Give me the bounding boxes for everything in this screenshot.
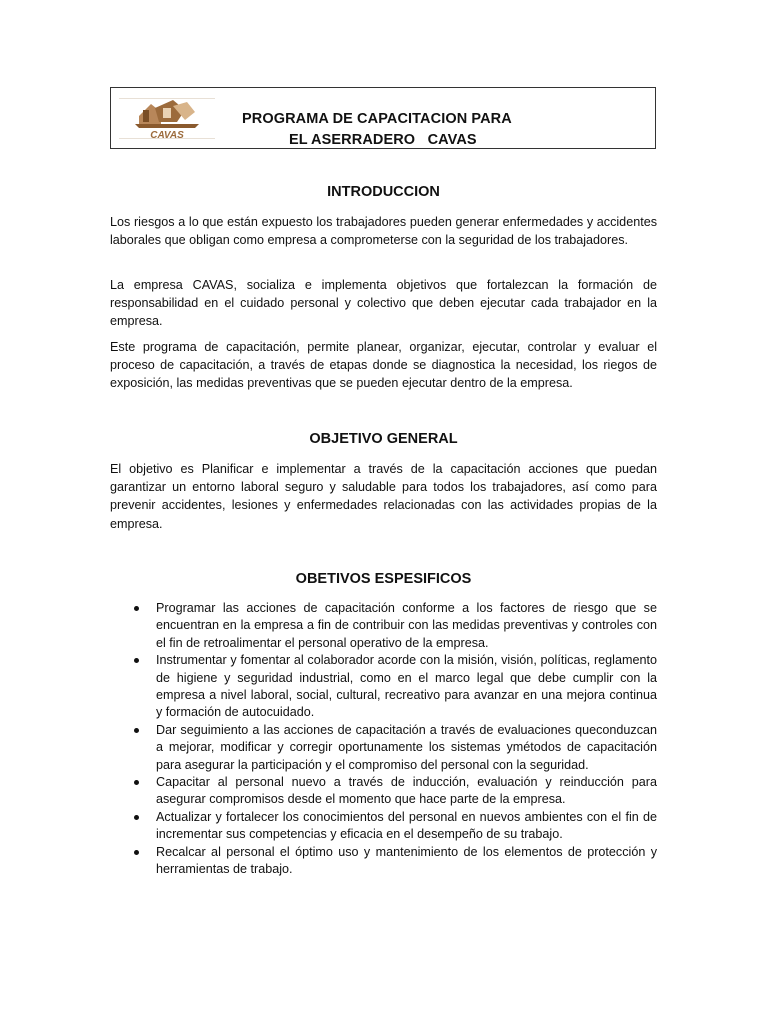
list-item xyxy=(110,722,657,774)
list-item-text: Dar seguimiento a las acciones de capacitación a través de evaluaciones queconduzcan a mejorar, modificar y corregir oportunamente los sistemas ymétodos de capacitación para asegurar la participación y el compromiso del personal con la seguridad. xyxy=(156,722,657,772)
document-header xyxy=(110,87,656,149)
list-item-text: Instrumentar y fomentar al colaborador acorde con la misión, visión, políticas, reglamento de higiene y seguridad industrial, como en el marco legal que debe cumplir con la empresa a nivel laboral, social, cultural, recreativo para avanzar en una mejora continua y formación de autocuidado. xyxy=(156,653,657,720)
bullet-icon xyxy=(134,658,139,663)
logo-text: CAVAS xyxy=(150,130,184,141)
introduccion-paragraph-2: La empresa CAVAS, socializa e implementa objetivos que fortalezcan la formación de responsabilidad en el cuidado personal y colectivo que deben ejecutar cada trabajador en la empresa. xyxy=(110,278,657,329)
list-item-text: Actualizar y fortalecer los conocimientos del personal en nuevos ambientes con el fin de incrementar sus competencias y eficacia en el desempeño de su trabajo. xyxy=(156,809,657,842)
objetivos-especificos-list xyxy=(110,600,657,879)
objetivos-especificos-heading: OBETIVOS ESPESIFICOS xyxy=(295,571,472,587)
list-item xyxy=(110,600,657,652)
bullet-icon xyxy=(134,815,139,820)
document-title-line-1: PROGRAMA DE CAPACITACION PARA xyxy=(242,111,512,127)
list-item-text: Programar las acciones de capacitación conforme a los factores de riesgo que se encuentran en la empresa a fin de contribuir con las medidas preventivas y controles con el fin de retroalimentar el personal operativo de la empresa. xyxy=(156,601,657,650)
introduccion-paragraph-1: Los riesgos a lo que están expuesto los trabajadores pueden generar enfermedades y accidentes laborales que obligan como empresa a comprometerse con la seguridad de los trabajadores. xyxy=(110,215,657,248)
list-item xyxy=(110,809,657,844)
objetivo-general-heading: OBJETIVO GENERAL xyxy=(309,431,458,447)
introduccion-heading: INTRODUCCION xyxy=(327,184,440,200)
bullet-icon xyxy=(134,728,139,733)
list-item xyxy=(110,844,657,879)
list-item-text: Recalcar al personal el óptimo uso y mantenimiento de los elementos de protección y herramientas de trabajo. xyxy=(156,844,657,877)
objetivo-general-paragraph: El objetivo es Planificar e implementar a través de la capacitación acciones que puedan garantizar un entorno laboral seguro y saludable para todos los trabajadores, así como para prevenir accidentes, lesiones y enfermedades relacionadas con las actividades propias de la empresa. xyxy=(110,462,657,531)
list-item xyxy=(110,652,657,722)
list-item-text: Capacitar al personal nuevo a través de inducción, evaluación y reinducción para asegurar compromisos desde el momento que hace parte de la empresa. xyxy=(156,775,657,807)
introduccion-paragraph-3: Este programa de capacitación, permite planear, organizar, ejecutar, controlar y evaluar el proceso de capacitación, a través de etapas donde se diagnostica la necesidad, los riegos de exposición, las medidas preventivas que se pueden ejecutar dentro de la empresa. xyxy=(110,340,657,391)
bullet-icon xyxy=(134,606,139,611)
list-item xyxy=(110,774,657,809)
bullet-icon xyxy=(134,780,139,785)
bullet-icon xyxy=(134,850,139,855)
cavas-logo xyxy=(115,94,219,144)
document-title-line-2: EL ASERRADERO CAVAS xyxy=(289,132,477,148)
